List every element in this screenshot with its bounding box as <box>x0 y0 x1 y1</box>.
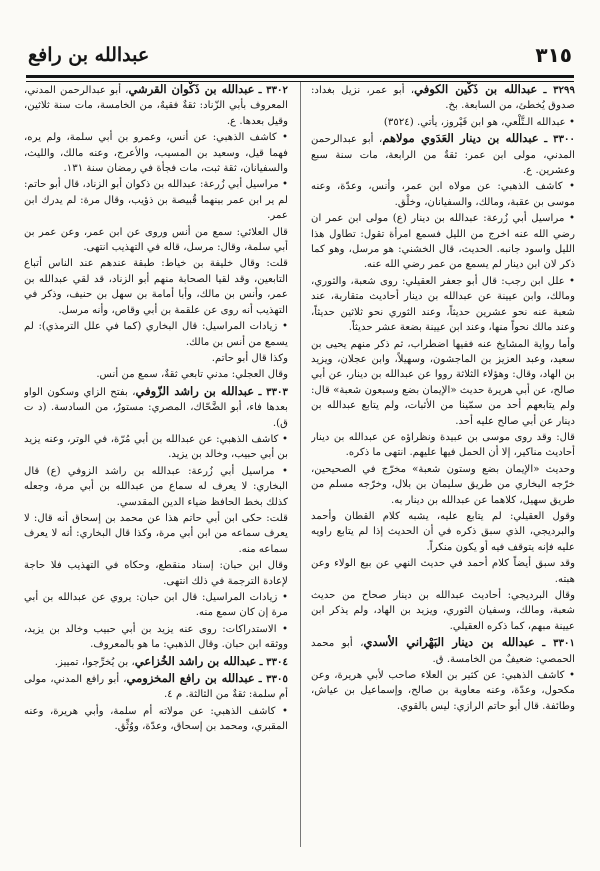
commentary-paragraph: • مراسيل أبي زُرعة: عبدالله بن ذكوان أبو الزناد، قال أبو حاتم: لم ير ابن عمر بينهما قُبيصة بن ذؤيب، وقال مرة: لم يدرك ابن عمر. <box>24 179 288 222</box>
commentary-paragraph: • كاشف الذهبي: عن كثير بن العلاء صاحب لأبي هريرة، وعن مكحول، وعدّة، وعنه معاوية بن صالح، وإسماعيل بن عياش، وطائفة. قال أبو حاتم الرازي: ليس بالقوي. <box>311 670 575 712</box>
commentary-paragraph: • مراسيل أبي زُرعة: عبدالله بن راشد الزوفي (ع) قال البخاري: لا يعرف له سماع من عبدالله بن أبي مرة، وجعله كذلك بخط الحافظ ضياء الدين المقدسي. <box>24 465 288 508</box>
entry-text: ، أبو محمد الحمصي: ضعيفٌ من الخامسة. ق. <box>311 638 575 665</box>
commentary-paragraph: قال: وقد روى موسى بن عبيدة ونظراؤه عن عبدالله بن دينار أحاديث مناكير، إلا أن الحمل فيها عليهم. انتهى ما ذكره. <box>311 431 575 459</box>
entry-number: ٣٢٩٩ ـ <box>543 84 575 96</box>
narrator-name: عبدالله بن راشد الخُزاعي <box>134 653 257 668</box>
commentary-paragraph: وقال العجلي: مدني تابعي ثقةٌ، سمع من أنس. <box>96 369 288 381</box>
biography-entry <box>311 82 575 114</box>
commentary-paragraph: وقال ابن حبان: إسناد منقطع، وحكاه في التهذيب فلا حاجة لإعادة الترجمة في ذلك انتهى. <box>24 560 288 587</box>
commentary-paragraph: وقال البرديجي: أحاديث عبدالله بن دينار صحاح من حديث شعبة، ومالك، وسفيان الثوري، ويزيد بن الهاد، ولم يذكر ابن عيينة مبهم، كما ذكره العقيلي. <box>311 590 575 632</box>
narrator-name: عبدالله بن ذَكْين الكوفي <box>414 82 538 96</box>
entry-number: ٣٣٠٤ ـ <box>259 655 288 668</box>
commentary-paragraph: وقد سبق أيضاً كلام أحمد في حديث النهي عن بيع الولاء وعن هبته. <box>311 558 575 585</box>
commentary-paragraph: • كاشف الذهبي: عن عبدالله بن أبي مُرّة، في الوتر، وعنه يزيد بن أبي حبيب، وخالد بن يزيد. <box>24 433 288 461</box>
entry-number: ٣٣٠١ ـ <box>542 637 575 650</box>
narrator-name: عبدالله بن ذَكْوان القرشي <box>128 82 255 96</box>
commentary-paragraph: قلت: حكى ابن أبي حاتم هذا عن محمد بن إسحاق أنه قال: لا يعرف سماعه من ابن أبي مرة، وكذا قال البخاري: أنه لا يعرف سماعه منه. <box>24 512 288 555</box>
commentary-paragraph: • كاشف الذهبي: عن مولاته أم سلمة، وأبي هريرة، وعنه المقبري، ومحمد بن إسحاق، وعدّة، ووُثِّق. <box>24 705 288 733</box>
commentary-paragraph: • عبدالله الـتَّلْعي، هو ابن فَيْروز، يأتي. (٣٥٢٤) <box>383 116 575 128</box>
right-column <box>311 82 575 847</box>
header-rule <box>26 75 574 78</box>
page-header <box>28 40 572 70</box>
entry-text: ، أبو عبدالرحمن المدني، مولى ابن عمر: ثقةٌ من الرابعة، مات سنة سبع وعشرين. ع. <box>311 134 575 177</box>
narrator-name: عبدالله بن دينار البَهْراني الأسدي <box>363 635 535 650</box>
commentary-paragraph: • كاشف الذهبي: عن أنس، وعمرو بن أبي سلمة، ولم يره، فهما قيل، وسعيد بن المسيب، والأعرج، وعنه مالك، والليث، والسفيانان، ثقة ثبت، مات فجأة في رمضان سنة ١٣١. <box>24 132 288 175</box>
biography-entry <box>24 654 288 670</box>
page-number: ٣١٥ <box>535 43 572 67</box>
left-column <box>24 82 288 847</box>
biography-entry <box>24 384 288 431</box>
entry-text: ، أبو رافع المدني، مولى أم سلمة: ثقةٌ من الثالثة. م ٤. <box>24 674 288 701</box>
entry-text: ، أبو عبدالرحمن المدني، المعروف بأبي الزّناد: ثقةٌ فقيهٌ، من الخامسة، مات سنة ثلاثين، وقيل بعدها. ع. <box>24 85 288 127</box>
entry-number: ٣٣٠٠ ـ <box>544 133 575 146</box>
biography-entry <box>311 635 575 667</box>
biography-entry <box>311 131 575 178</box>
column-divider <box>300 82 301 847</box>
commentary-paragraph: • الاستدراكات: روى عنه يزيد بن أبي حبيب وخالد بن يزيد، ووثقه ابن حبان. وقال الذهبي: ما هو بالمعروف. <box>24 623 288 651</box>
entry-text: ، بفتح الزاي وسكون الواو بعدها فاء، أبو الضَّحّاك، المصري: مستورٌ، من السادسة. (د ت ق). <box>24 386 288 429</box>
entry-number: ٣٣٠٥ ـ <box>258 673 288 686</box>
commentary-paragraph: قال العلائي: سمع من أنس وروى عن ابن عمر، وعن عمر بن أبي سلمة، وقال: مرسل، قاله في التهذيب انتهى. <box>24 226 288 254</box>
narrator-name: عبدالله بن دينار العَدَوي مولاهم <box>382 131 539 146</box>
biography-entry <box>24 82 288 129</box>
commentary-paragraph: • مراسيل أبي زُرعة: عبدالله بن دينار (ع) مولى ابن عمر ان رضي الله عنه اخرج من الليل فسمع امرأة تقول: تطاول هذا الليل واسود جانبه. الحديث، قال الخشني: هو مرسل، وهو كما ذكر لان ابن دينار لم يسمع من عمر رضي الله عنه. <box>311 213 575 271</box>
narrator-name: عبدالله بن راشد الزّوفي <box>135 383 255 398</box>
commentary-paragraph: • زيادات المراسيل: قال ابن حبان: يروي عن عبدالله بن أبي مرة إن كان سمع منه. <box>24 592 288 619</box>
commentary-paragraph: وأما رواية المشايخ عنه ففيها اضطراب، ثم ذكر منهم يحيى بن سعيد، وعبد العزيز بن الماجشون، وسهيلاً، وابن عجلان، ويزيد بن الهاد، وقال: وهؤلاء الثلاثة رووا عن عبدالله بن دينار، عن أبي صالح، عن أبي هريرة حديث «الإيمان بضع وسبعون شعبة» قال: ولم يتابعهم أحد من سمّينا من الأثبات، ولم يتابع عبدالله بن دينار عن أبي صالح عليه أحد. <box>311 338 575 427</box>
entry-text: ، أبو عمر، نزيل بغداد: صدوق يُخطئ، من السابعة. بخ. <box>311 85 575 112</box>
narrator-name: عبدالله بن رافع المخزومي <box>126 671 255 686</box>
biography-entry <box>24 671 288 703</box>
commentary-paragraph: قلت: وقال خليفة بن خياط: طبقة عندهم عند الناس أتباع التابعين، وقد لقيا الصحابة منهم أبو الزناد، قد لقي عبدالله بن عمر، وأنس بن مالك، وأبا أمامة بن سهل بن حنيف، وذكر في التهذيب أنه روى عن علقمة بن أبي وقاص، وأنه مرسل. <box>24 258 288 316</box>
running-title: عبدالله بن رافع <box>28 44 150 66</box>
commentary-paragraph: • كاشف الذهبي: عن مولاه ابن عمر، وأنس، وعدّة، وعنه موسى بن عقبة، ومالك، والسفيانان، وخلْق. <box>311 181 575 208</box>
entry-number: ٣٣٠٢ ـ <box>258 84 288 96</box>
entry-text: ، بن يُخرِّجوا، تمييز. <box>54 656 135 668</box>
commentary-paragraph: • علل ابن رجب: قال أبو جعفر العقيلي: روى شعبة، والثوري، ومالك، وابن عيينة عن عبدالله بن دينار أحاديث متقاربة، عند شعبة عنه نحو عشرين حديثاً، وعند الثوري نحو ثلاثين حديثاً، وعند مالك نحواً منها، وعند ابن عيينة بضعة عشر حديثاً. <box>311 275 575 334</box>
entry-number: ٣٣٠٣ ـ <box>258 385 288 398</box>
commentary-paragraph: • زيادات المراسيل: قال البخاري (كما في علل الترمذي): لم يسمع من أنس بن مالك. <box>24 321 288 348</box>
commentary-paragraph: وقول العقيلي: لم يتابع عليه، يشبه كلام القطان وأحمد والبرديجي، الذي سبق ذكره في أن الحديث إذا لم يتابع راويه عليه فإنه يتوقف فيه أو يكون منكراً. <box>311 510 575 553</box>
commentary-paragraph: وكذا قال أبو حاتم. <box>211 352 288 364</box>
commentary-paragraph: وحديث «الإيمان بضع وستون شعبة» مخرّج في الصحيحين، خرّجه البخاري من طريق سليمان بن بلال، وخرّجه مسلم من طريق سهيل، كلاهما عن عبدالله بن دينار به. <box>311 463 575 506</box>
